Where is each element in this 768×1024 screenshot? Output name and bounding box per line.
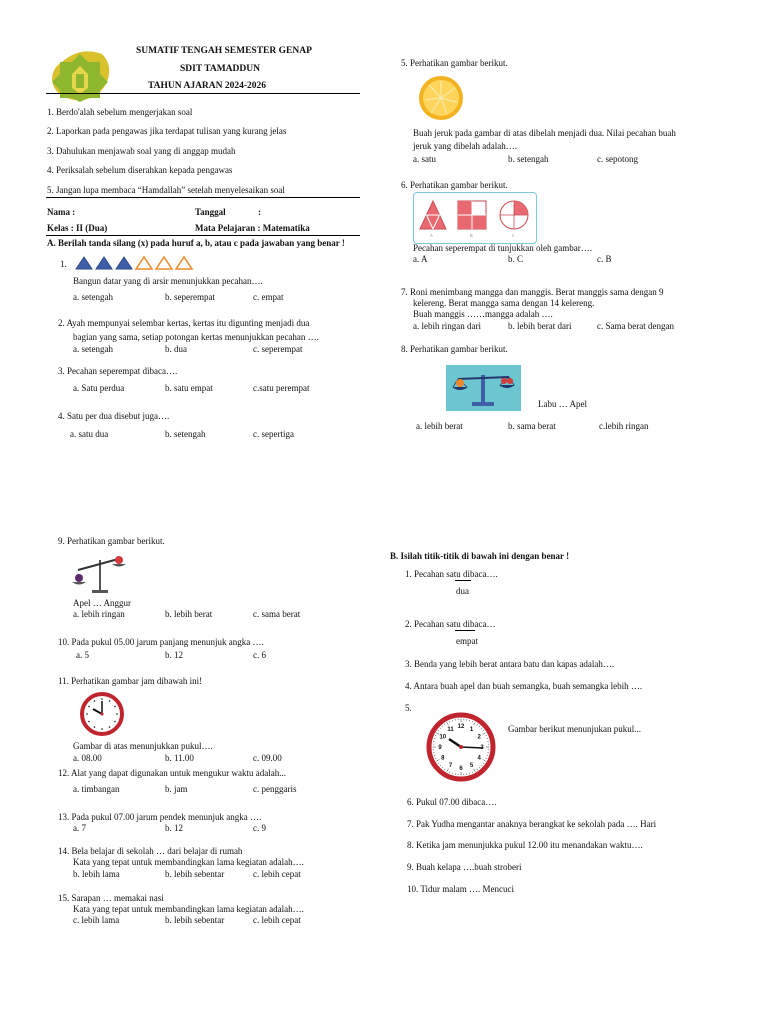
q9-option-a[interactable]: a. lebih ringan bbox=[73, 609, 125, 619]
q15-option-b[interactable]: b. lebih sebentar bbox=[165, 915, 225, 925]
tanggal-label: Tanggal bbox=[195, 207, 226, 217]
q9-option-c[interactable]: c. sama berat bbox=[253, 609, 301, 619]
q11-body: Gambar di atas menunjukkan pukul…. bbox=[73, 741, 213, 751]
q9-caption: Apel … Anggur bbox=[73, 598, 131, 608]
clock-numeral: 6 bbox=[459, 766, 463, 772]
q4-text: 4. Satu per dua disebut juga…. bbox=[58, 411, 170, 421]
b1-text: 1. Pecahan satu dibaca…. bbox=[405, 569, 498, 579]
q6-body: Pecahan seperempat di tunjukkan oleh gambar…. bbox=[413, 243, 592, 253]
q13-text: 13. Pada pukul 07.00 jarum pendek menunjuk angka …. bbox=[58, 812, 262, 822]
q13-option-c[interactable]: c. 9 bbox=[253, 823, 266, 833]
q15-option-a[interactable]: c. lebih lama bbox=[73, 915, 120, 925]
q7-text-1: 7. Roni menimbang mangga dan manggis. Berat manggis sama dengan 9 bbox=[401, 287, 664, 297]
q9-option-b[interactable]: b. lebih berat bbox=[165, 609, 213, 619]
header-title-2: SDIT TAMADDUN bbox=[180, 64, 260, 74]
q7-option-c[interactable]: c. Sama berat dengan bbox=[597, 321, 674, 331]
q5-option-c[interactable]: c. sepotong bbox=[597, 154, 638, 164]
q9-text: 9. Perhatikan gambar berikut. bbox=[58, 536, 165, 546]
header-title-3: TAHUN AJARAN 2024-2026 bbox=[148, 81, 267, 91]
q8-option-b[interactable]: b. sama berat bbox=[508, 421, 556, 431]
q3-text: 3. Pecahan seperempat dibaca…. bbox=[58, 366, 178, 376]
q3-option-a[interactable]: a. Satu perdua bbox=[73, 383, 125, 393]
q1-text: Bangun datar yang di arsir menunjukkan pecahan…. bbox=[73, 276, 263, 286]
q1-option-b[interactable]: b. seperempat bbox=[165, 292, 215, 302]
b9-text: 9. Buah kelapa ….buah stroberi bbox=[407, 862, 522, 872]
q2-text-2: bagian yang sama, setiap potongan kertas menunjukkan pecahan …. bbox=[73, 332, 319, 342]
rule-3: 3. Dahulukan menjawab soal yang di anggap mudah bbox=[47, 146, 236, 156]
q6-option-a[interactable]: a. A bbox=[413, 254, 428, 264]
q12-option-a[interactable]: a. timbangan bbox=[73, 784, 120, 794]
shape-label-c: C bbox=[512, 233, 515, 238]
q11-text: 11. Perhatikan gambar jam dibawah ini! bbox=[58, 676, 203, 686]
nama-label: Nama : bbox=[47, 207, 76, 217]
q1-option-c[interactable]: c. empat bbox=[253, 292, 284, 302]
clock-numeral: 11 bbox=[447, 726, 454, 733]
clock-numeral: 4 bbox=[477, 755, 481, 762]
q12-option-c[interactable]: c. penggaris bbox=[253, 784, 297, 794]
b8-text: 8. Ketika jam menunjukka pukul 12.00 itu menandakan waktu…. bbox=[407, 840, 643, 850]
q4-option-b[interactable]: b. setengah bbox=[165, 429, 206, 439]
b3-text: 3. Benda yang lebih berat antara batu dan kapas adalah…. bbox=[405, 659, 615, 669]
q5-body-1: Buah jeruk pada gambar di atas dibelah menjadi dua. Nilai pecahan buah bbox=[413, 128, 676, 138]
q14-text-2: Kata yang tepat untuk membandingkan lama kegiatan adalah…. bbox=[73, 857, 304, 867]
q7-text-2: kelereng. Berat mangga sama dengan 14 kelereng. bbox=[413, 298, 595, 308]
header-title-1: SUMATIF TENGAH SEMESTER GENAP bbox=[136, 46, 312, 56]
rule-4: 4. Periksalah sebelum diserahkan kepada pengawas bbox=[47, 165, 233, 175]
q8-option-c[interactable]: c.lebih ringan bbox=[599, 421, 649, 431]
clock-image-q11 bbox=[80, 692, 124, 736]
clock-numeral: 7 bbox=[448, 763, 453, 770]
q14-option-b[interactable]: b. lebih sebentar bbox=[165, 869, 225, 879]
kelas-label: Kelas : II (Dua) bbox=[47, 223, 108, 233]
clock-numeral: 1 bbox=[469, 726, 474, 733]
q1-triangles bbox=[75, 256, 195, 270]
rules-divider bbox=[46, 197, 360, 198]
q6-option-b[interactable]: b. C bbox=[508, 254, 524, 264]
b6-text: 6. Pukul 07.00 dibaca…. bbox=[407, 797, 497, 807]
q2-option-c[interactable]: c. seperempat bbox=[253, 344, 303, 354]
identity-divider bbox=[46, 235, 360, 236]
q10-text: 10. Pada pukul 05.00 jarum panjang menunjuk angka …. bbox=[58, 637, 264, 647]
q14-option-a[interactable]: b. lebih lama bbox=[73, 869, 120, 879]
q15-text-2: Kata yang tepat untuk membandingkan lama kegiatan adalah…. bbox=[73, 904, 304, 914]
q2-option-b[interactable]: b. dua bbox=[165, 344, 187, 354]
q15-text-1: 15. Sarapan … memakai nasi bbox=[58, 893, 164, 903]
q1-option-a[interactable]: a. setengah bbox=[73, 292, 113, 302]
clock-numeral: 5 bbox=[469, 763, 474, 770]
balance-scale-image-q8 bbox=[446, 365, 521, 411]
clock-numeral: 8 bbox=[441, 755, 445, 762]
school-logo bbox=[44, 44, 116, 104]
q13-option-a[interactable]: a. 7 bbox=[73, 823, 86, 833]
q11-option-b[interactable]: b. 11.00 bbox=[165, 753, 194, 763]
rule-2: 2. Laporkan pada pengawas jika terdapat tulisan yang kurang jelas bbox=[47, 126, 287, 136]
q15-option-c[interactable]: c. lebih cepat bbox=[253, 915, 301, 925]
b1-denominator: dua bbox=[456, 586, 469, 596]
shape-label-a: A bbox=[430, 233, 433, 238]
q4-option-c[interactable]: c. sepertiga bbox=[253, 429, 294, 439]
b7-text: 7. Pak Yudha mengantar anaknya berangkat ke sekolah pada …. Hari bbox=[407, 819, 657, 829]
q11-option-c[interactable]: c. 09.00 bbox=[253, 753, 282, 763]
q10-option-c[interactable]: c. 6 bbox=[253, 650, 266, 660]
q8-caption: Labu … Apel bbox=[538, 399, 587, 409]
q8-option-a[interactable]: a. lebih berat bbox=[416, 421, 463, 431]
orange-half-image bbox=[417, 74, 465, 122]
q1-number: 1. bbox=[60, 259, 67, 269]
rule-5: 5. Jangan lupa membaca “Hamdallah” setelah menyelesaikan soal bbox=[47, 185, 285, 195]
q6-text: 6. Perhatikan gambar berikut. bbox=[401, 180, 508, 190]
shape-label-b: B bbox=[470, 233, 473, 238]
q12-option-b[interactable]: b. jam bbox=[165, 784, 188, 794]
q8-text: 8. Perhatikan gambar berikut. bbox=[401, 344, 508, 354]
balance-scale-image-q9 bbox=[70, 548, 130, 598]
q13-option-b[interactable]: b. 12 bbox=[165, 823, 183, 833]
header-divider bbox=[46, 93, 360, 94]
q7-text-3: Buah manggis ……mangga adalah …. bbox=[413, 309, 553, 319]
clock-numeral: 10 bbox=[439, 734, 447, 741]
q2-text-1: 2. Ayah mempunyai selembar kertas, kertas itu digunting menjadi dua bbox=[58, 318, 310, 328]
fraction-shapes-image bbox=[413, 192, 537, 244]
q7-option-b[interactable]: b. lebih berat dari bbox=[508, 321, 572, 331]
q10-option-b[interactable]: b. 12 bbox=[165, 650, 183, 660]
b5-text: Gambar berikut menunjukan pukul... bbox=[508, 724, 641, 734]
q11-option-a[interactable]: a. 08.00 bbox=[73, 753, 102, 763]
q14-option-c[interactable]: c. lebih cepat bbox=[253, 869, 301, 879]
b2-fraction-bar bbox=[455, 630, 475, 631]
q12-text: 12. Alat yang dapat digunakan untuk mengukur waktu adalah... bbox=[58, 768, 286, 778]
q2-option-a[interactable]: a. setengah bbox=[73, 344, 113, 354]
b2-denominator: empat bbox=[456, 636, 478, 646]
b5-number: 5. bbox=[405, 703, 412, 713]
clock-numeral: 12 bbox=[457, 724, 465, 730]
clock-image-b5 bbox=[426, 712, 496, 782]
q5-option-b[interactable]: b. setengah bbox=[508, 154, 549, 164]
b10-text: 10. Tidur malam …. Mencuci bbox=[407, 884, 514, 894]
q3-option-b[interactable]: b. satu empat bbox=[165, 383, 213, 393]
q5-body-2: jeruk yang dibelah adalah…. bbox=[413, 141, 517, 151]
q3-option-c[interactable]: c.satu perempat bbox=[253, 383, 310, 393]
q6-option-c[interactable]: c. B bbox=[597, 254, 612, 264]
clock-numeral: 9 bbox=[438, 745, 442, 751]
b1-fraction-bar bbox=[455, 580, 471, 581]
clock-numeral: 2 bbox=[477, 734, 481, 741]
mapel-label: Mata Pelajaran : Matematika bbox=[195, 223, 310, 233]
q7-option-a[interactable]: a. lebih ringan dari bbox=[413, 321, 481, 331]
tanggal-colon: : bbox=[258, 207, 261, 217]
q5-text: 5. Perhatikan gambar berikut. bbox=[401, 58, 508, 68]
section-a-instruction: A. Berilah tanda silang (x) pada huruf a, b, atau c pada jawaban yang benar ! bbox=[47, 238, 345, 248]
section-b-instruction: B. Isilah titik-titik di bawah ini dengan benar ! bbox=[390, 551, 570, 561]
q5-option-a[interactable]: a. satu bbox=[413, 154, 436, 164]
b2-text: 2. Pecahan satu dibaca… bbox=[405, 619, 496, 629]
rule-1: 1. Berdo'alah sebelum mengerjakan soal bbox=[47, 107, 193, 117]
b4-text: 4. Antara buah apel dan buah semangka, buah semangka lebih …. bbox=[405, 681, 643, 691]
q4-option-a[interactable]: a. satu dua bbox=[70, 429, 109, 439]
q10-option-a[interactable]: a. 5 bbox=[76, 650, 89, 660]
q14-text-1: 14. Bela belajar di sekolah … dari belajar di rumah bbox=[58, 846, 243, 856]
